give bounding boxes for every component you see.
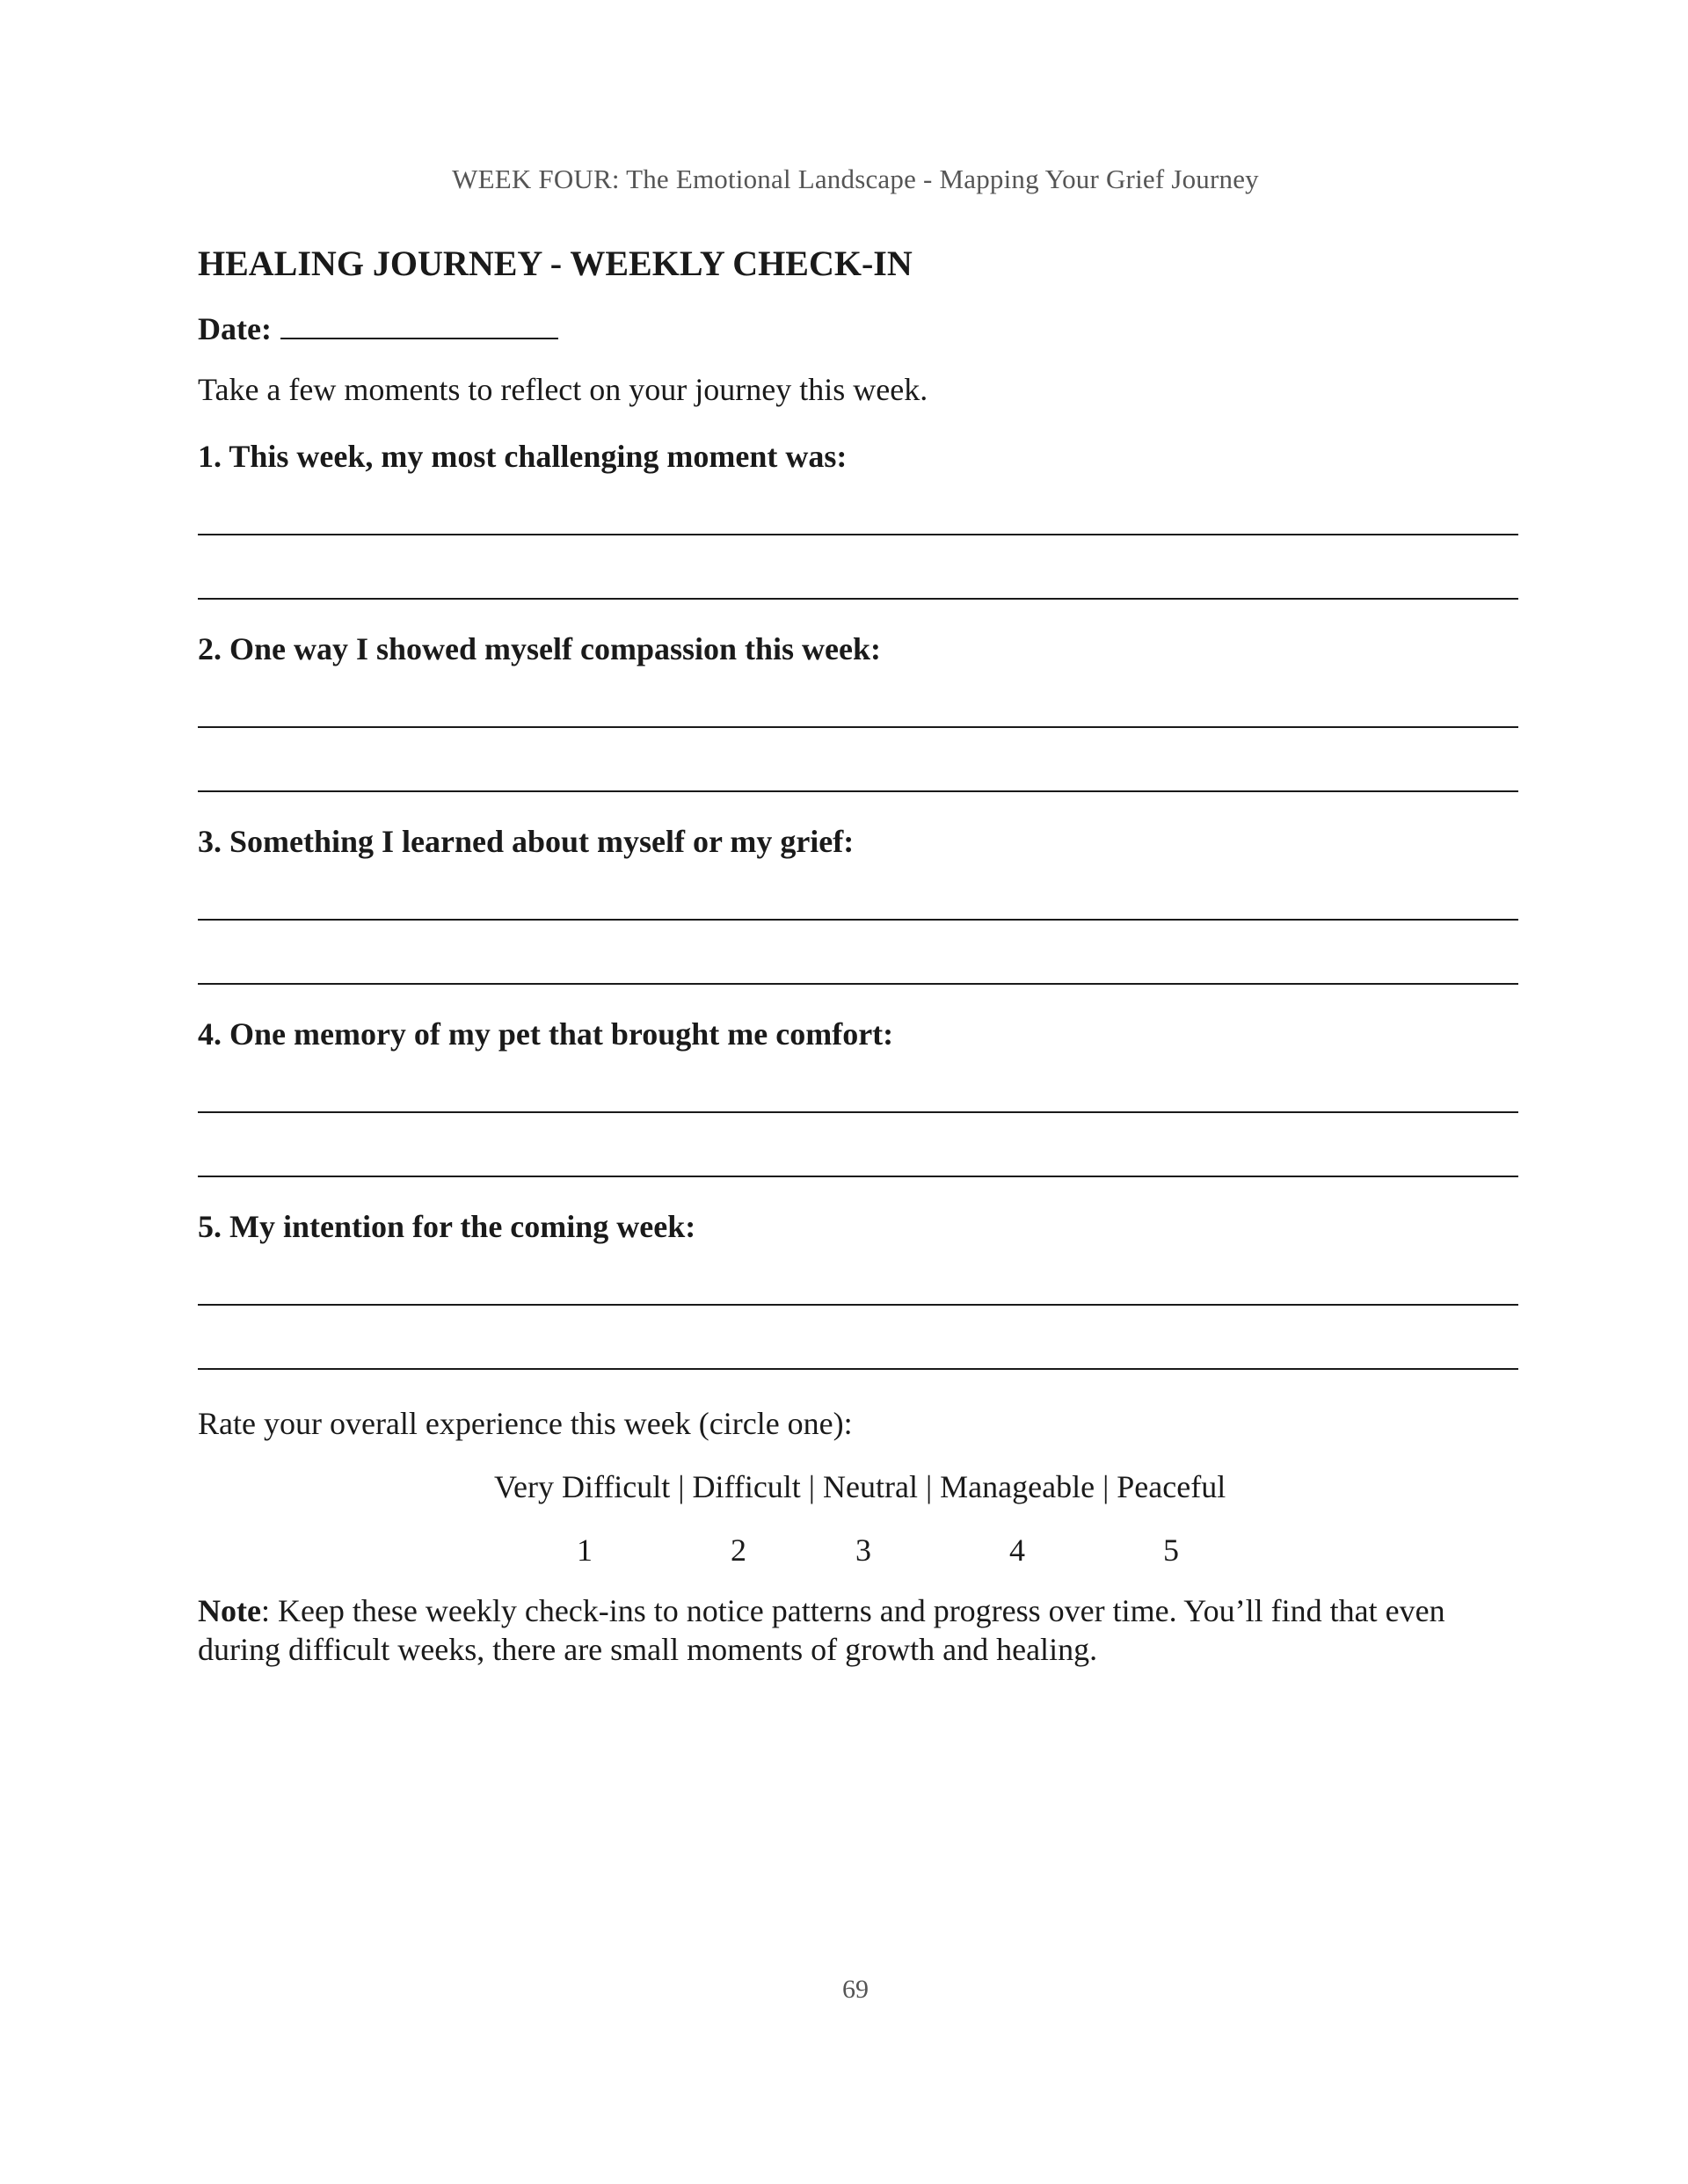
question-label: 2. One way I showed myself compassion this week:: [198, 631, 882, 666]
rating-prompt: Rate your overall experience this week (circle one):: [198, 1406, 853, 1441]
answer-line-5b[interactable]: [198, 1368, 1518, 1370]
question-4: [198, 1016, 1518, 1052]
question-5: [198, 1208, 1518, 1245]
date-label: Date:: [198, 311, 272, 346]
note-text: : Keep these weekly check-ins to notice patterns and progress over time. You’ll find that even during difficult weeks, there are small moments of growth and healing.: [198, 1593, 1445, 1667]
rating-option-2[interactable]: 2: [731, 1532, 746, 1568]
page-number: 69: [842, 1975, 869, 2004]
question-3: [198, 823, 1518, 860]
answer-line-5a[interactable]: [198, 1304, 1518, 1306]
question-label: 1. This week, my most challenging moment was:: [198, 439, 848, 474]
note-label: Note: [198, 1593, 261, 1628]
answer-line-4b[interactable]: [198, 1176, 1518, 1177]
question-label: 5. My intention for the coming week:: [198, 1209, 696, 1244]
answer-line-1b[interactable]: [198, 598, 1518, 600]
rating-option-5[interactable]: 5: [1163, 1532, 1179, 1568]
answer-line-4a[interactable]: [198, 1111, 1518, 1113]
note-paragraph: [198, 1591, 1534, 1669]
answer-line-1a[interactable]: [198, 534, 1518, 535]
date-row: [198, 308, 558, 347]
answer-line-2a[interactable]: [198, 726, 1518, 728]
rating-scale-labels: Very Difficult | Difficult | Neutral | Manageable | Peaceful: [494, 1469, 1226, 1504]
rating-option-4[interactable]: 4: [1009, 1532, 1025, 1568]
question-1: [198, 438, 1518, 475]
question-label: 3. Something I learned about myself or my grief:: [198, 824, 855, 859]
date-field[interactable]: [280, 308, 558, 339]
running-header: WEEK FOUR: The Emotional Landscape - Mapping Your Grief Journey: [452, 164, 1259, 194]
answer-line-3a[interactable]: [198, 919, 1518, 921]
rating-option-1[interactable]: 1: [577, 1532, 593, 1568]
question-2: [198, 630, 1518, 667]
rating-option-3[interactable]: 3: [855, 1532, 871, 1568]
intro-text: Take a few moments to reflect on your journey this week.: [198, 372, 928, 407]
question-label: 4. One memory of my pet that brought me comfort:: [198, 1016, 894, 1052]
answer-line-2b[interactable]: [198, 790, 1518, 792]
page-title: HEALING JOURNEY - WEEKLY CHECK-IN: [198, 244, 913, 283]
answer-line-3b[interactable]: [198, 983, 1518, 985]
